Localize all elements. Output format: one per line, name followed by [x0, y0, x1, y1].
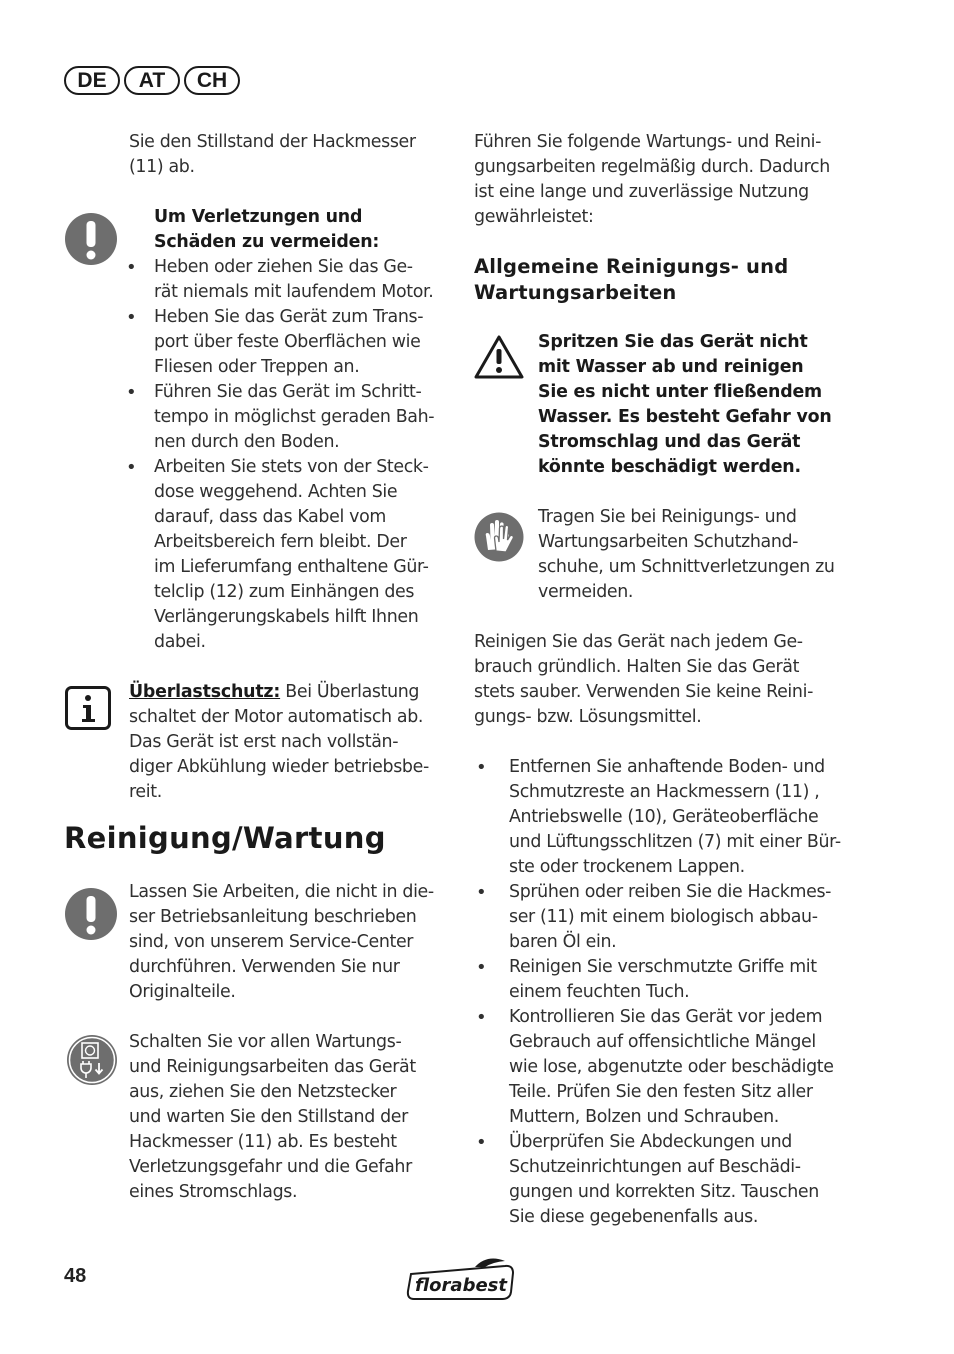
list-item: [476, 1130, 869, 1230]
caution-line: könnte beschädigt werden.: [538, 457, 801, 477]
info-first-line-rest: Bei Überlastung: [280, 682, 420, 702]
maintenance-intro-line: gungsarbeiten regelmäßig durch. Dadurch: [474, 157, 830, 177]
list-item: [476, 755, 869, 880]
list-item-text: Heben Sie das Gerät zum Trans- port über feste Oberflächen wie Fliesen oder Treppen an.: [154, 307, 424, 377]
subheading-line: Allgemeine Reinigungs- und: [474, 255, 789, 278]
info-label: Überlastschutz:: [129, 682, 281, 702]
brand-logo: [405, 1258, 517, 1302]
gloves-line: Wartungsarbeiten Schutzhand-: [538, 532, 799, 552]
list-item-text: Entfernen Sie anhaftende Boden- und Schmutzreste an Hackmessern (11) , Antriebswelle (10), Geräteoberfläche und Lüftungsschlitzen (7) mit einer Bür- ste oder trockenem Lappen.: [509, 757, 841, 877]
list-item: [126, 305, 454, 380]
unplug-line: Hackmesser (11) ab. Es besteht: [129, 1132, 397, 1152]
list-item-text: Arbeiten Sie stets von der Steck- dose weggehend. Achten Sie darauf, dass das Kabel vom Arbeitsbereich fern bleibt. Der im Lieferumfang enthaltene Gür- telclip (12) zum Einhängen des Verlängerungskabels hilft Ihnen dabei.: [154, 457, 429, 652]
service-line: sind, von unserem Service-Center: [129, 932, 414, 952]
unplug-line: aus, ziehen Sie den Netzstecker: [129, 1082, 397, 1102]
left-intro: Sie den Stillstand der Hackmesser (11) ab.: [129, 132, 416, 177]
list-item: [476, 1005, 869, 1130]
section-title: Reinigung/Wartung: [64, 821, 386, 855]
bullet-icon: •: [126, 382, 137, 403]
unplug-icon: [66, 1034, 118, 1086]
maintenance-intro-line: ist eine lange und zuverlässige Nutzung: [474, 182, 809, 202]
unplug-line: eines Stromschlags.: [129, 1182, 298, 1202]
service-line: durchführen. Verwenden Sie nur: [129, 957, 400, 977]
caution-line: Stromschlag und das Gerät: [538, 432, 801, 452]
list-item-text: Heben oder ziehen Sie das Ge- rät niemals mit laufendem Motor.: [154, 257, 434, 302]
caution-line: Sie es nicht unter fließendem: [538, 382, 822, 402]
subheading-line: Wartungsarbeiten: [474, 281, 677, 304]
caution-line: Wasser. Es besteht Gefahr von: [538, 407, 832, 427]
bullet-icon: •: [476, 1132, 487, 1153]
gloves-line: schuhe, um Schnittverletzungen zu: [538, 557, 835, 577]
info-line: reit.: [129, 782, 162, 802]
lang-tag-ch: CH: [184, 66, 240, 95]
list-item: [126, 380, 454, 455]
bullet-icon: •: [476, 957, 487, 978]
info-line: schaltet der Motor automatisch ab.: [129, 707, 424, 727]
list-item-text: Kontrollieren Sie das Gerät vor jedem Gebrauch auf offensichtliche Mängel wie lose, abgenutzte oder beschädigte Teile. Prüfen Sie den festen Sitz aller Muttern, Bolzen und Schrauben.: [509, 1007, 834, 1127]
unplug-line: Schalten Sie vor allen Wartungs-: [129, 1032, 402, 1052]
unplug-line: Verletzungsgefahr und die Gefahr: [129, 1157, 412, 1177]
bullet-icon: •: [126, 257, 137, 278]
list-item-text: Reinigen Sie verschmutzte Griffe mit einem feuchten Tuch.: [509, 957, 817, 1002]
exclamation-icon: [64, 887, 118, 941]
maintenance-intro-line: gewährleistet:: [474, 207, 594, 227]
warning-heading-line-1: Um Verletzungen und: [154, 207, 363, 227]
cleaning-line: gungs- bzw. Lösungsmittel.: [474, 707, 702, 727]
list-item-text: Sprühen oder reiben Sie die Hackmes- ser (11) mit einem biologisch abbau- baren Öl ein.: [509, 882, 832, 952]
info-line: diger Abkühlung wieder betriebsbe-: [129, 757, 429, 777]
service-line: Originalteile.: [129, 982, 236, 1002]
cleaning-line: brauch gründlich. Halten Sie das Gerät: [474, 657, 800, 677]
info-line: Das Gerät ist erst nach vollstän-: [129, 732, 399, 752]
service-line: Lassen Sie Arbeiten, die nicht in die-: [129, 882, 434, 902]
bullet-icon: •: [126, 307, 137, 328]
maintenance-list: [476, 755, 869, 1230]
exclamation-icon: [64, 212, 118, 266]
list-item: [126, 255, 454, 305]
warning-triangle-icon: [473, 334, 525, 380]
list-item-text: Führen Sie das Gerät im Schritt- tempo in möglichst geraden Bah- nen durch den Boden.: [154, 382, 435, 452]
cleaning-line: stets sauber. Verwenden Sie keine Reini-: [474, 682, 813, 702]
brand-name: florabest: [415, 1275, 507, 1296]
list-item: [126, 455, 454, 655]
warning-heading-line-2: Schäden zu vermeiden:: [154, 232, 380, 252]
page-number: 48: [64, 1265, 87, 1287]
bullet-icon: •: [126, 457, 137, 478]
warning-list: [126, 255, 454, 655]
maintenance-intro-line: Führen Sie folgende Wartungs- und Reini-: [474, 132, 822, 152]
list-item: [476, 880, 869, 955]
gloves-icon: [474, 512, 524, 562]
caution-line: mit Wasser ab und reinigen: [538, 357, 804, 377]
unplug-line: und Reinigungsarbeiten das Gerät: [129, 1057, 416, 1077]
gloves-line: Tragen Sie bei Reinigungs- und: [538, 507, 797, 527]
unplug-line: und warten Sie den Stillstand der: [129, 1107, 408, 1127]
lang-tag-at: AT: [124, 66, 180, 95]
info-first-line: [129, 680, 419, 705]
bullet-icon: •: [476, 1007, 487, 1028]
cleaning-line: Reinigen Sie das Gerät nach jedem Ge-: [474, 632, 803, 652]
language-tags: [64, 66, 240, 95]
service-line: ser Betriebsanleitung beschrieben: [129, 907, 417, 927]
list-item: [476, 955, 869, 1005]
bullet-icon: •: [476, 757, 487, 778]
gloves-line: vermeiden.: [538, 582, 634, 602]
info-icon: [65, 686, 111, 730]
list-item-text: Überprüfen Sie Abdeckungen und Schutzeinrichtungen auf Beschädi- gungen und korrekten Sitz. Tauschen Sie diese gegebenenfalls aus.: [509, 1132, 819, 1227]
caution-line: Spritzen Sie das Gerät nicht: [538, 332, 808, 352]
lang-tag-de: DE: [64, 66, 120, 95]
bullet-icon: •: [476, 882, 487, 903]
